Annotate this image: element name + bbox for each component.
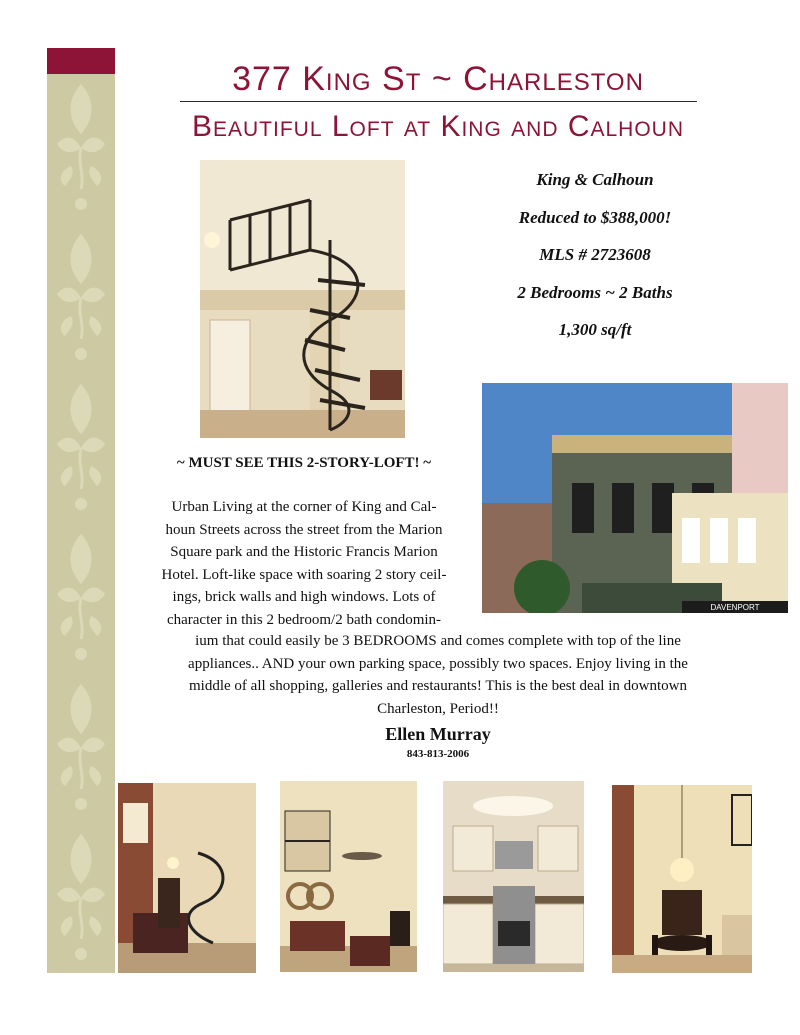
fact-bedrooms-baths: 2 Bedrooms ~ 2 Baths bbox=[517, 282, 673, 302]
description-line: character in this 2 bedroom/2 bath condomin- bbox=[166, 611, 442, 628]
description-line: Hotel. Loft-like space with soaring 2 story ceil- bbox=[161, 566, 447, 583]
description-line: middle of all shopping, galleries and restaurants! This is the best deal in downtown bbox=[189, 678, 687, 694]
storefront-sign-text: DAVENPORT bbox=[710, 603, 760, 612]
sidebar-accent-block bbox=[47, 48, 115, 74]
title-divider bbox=[180, 101, 697, 102]
dining-room-photo bbox=[612, 785, 752, 973]
decorative-sidebar bbox=[47, 48, 115, 973]
living-room-photo bbox=[118, 783, 256, 973]
agent-phone: 843-813-2006 bbox=[406, 748, 470, 760]
description-line: Urban Living at the corner of King and Cal- bbox=[171, 499, 437, 515]
listing-subtitle: Beautiful Loft at King and Calhoun bbox=[191, 110, 684, 143]
listing-title: 377 King St ~ Charleston bbox=[232, 60, 644, 98]
fact-location: King & Calhoun bbox=[536, 170, 654, 189]
listing-headline: ~ MUST SEE THIS 2-STORY-LOFT! ~ bbox=[176, 455, 432, 471]
description-narrow bbox=[118, 496, 490, 631]
description-line: Square park and the Historic Francis Marion bbox=[170, 544, 438, 560]
building-exterior-photo bbox=[482, 383, 788, 613]
description-line: Charleston, Period!! bbox=[377, 700, 499, 717]
floral-pattern bbox=[47, 74, 115, 973]
fact-mls: MLS # 2723608 bbox=[539, 245, 651, 264]
description-line: appliances.. AND your own parking space, possibly two spaces. Enjoy living in the bbox=[188, 655, 688, 672]
description-line: ium that could easily be 3 BEDROOMS and comes complete with top of the line bbox=[195, 633, 681, 649]
description-line: ings, brick walls and high windows. Lots of bbox=[172, 589, 436, 605]
agent-name: Ellen Murray bbox=[385, 724, 491, 744]
loft-staircase-photo bbox=[200, 160, 405, 438]
fact-price: Reduced to $388,000! bbox=[518, 207, 672, 227]
fact-square-feet: 1,300 sq/ft bbox=[558, 320, 632, 339]
description-line: houn Streets across the street from the Marion bbox=[165, 521, 443, 538]
property-facts bbox=[485, 168, 705, 356]
description-wide bbox=[118, 630, 758, 720]
kitchen-photo bbox=[443, 781, 584, 972]
great-room-photo bbox=[280, 781, 417, 972]
